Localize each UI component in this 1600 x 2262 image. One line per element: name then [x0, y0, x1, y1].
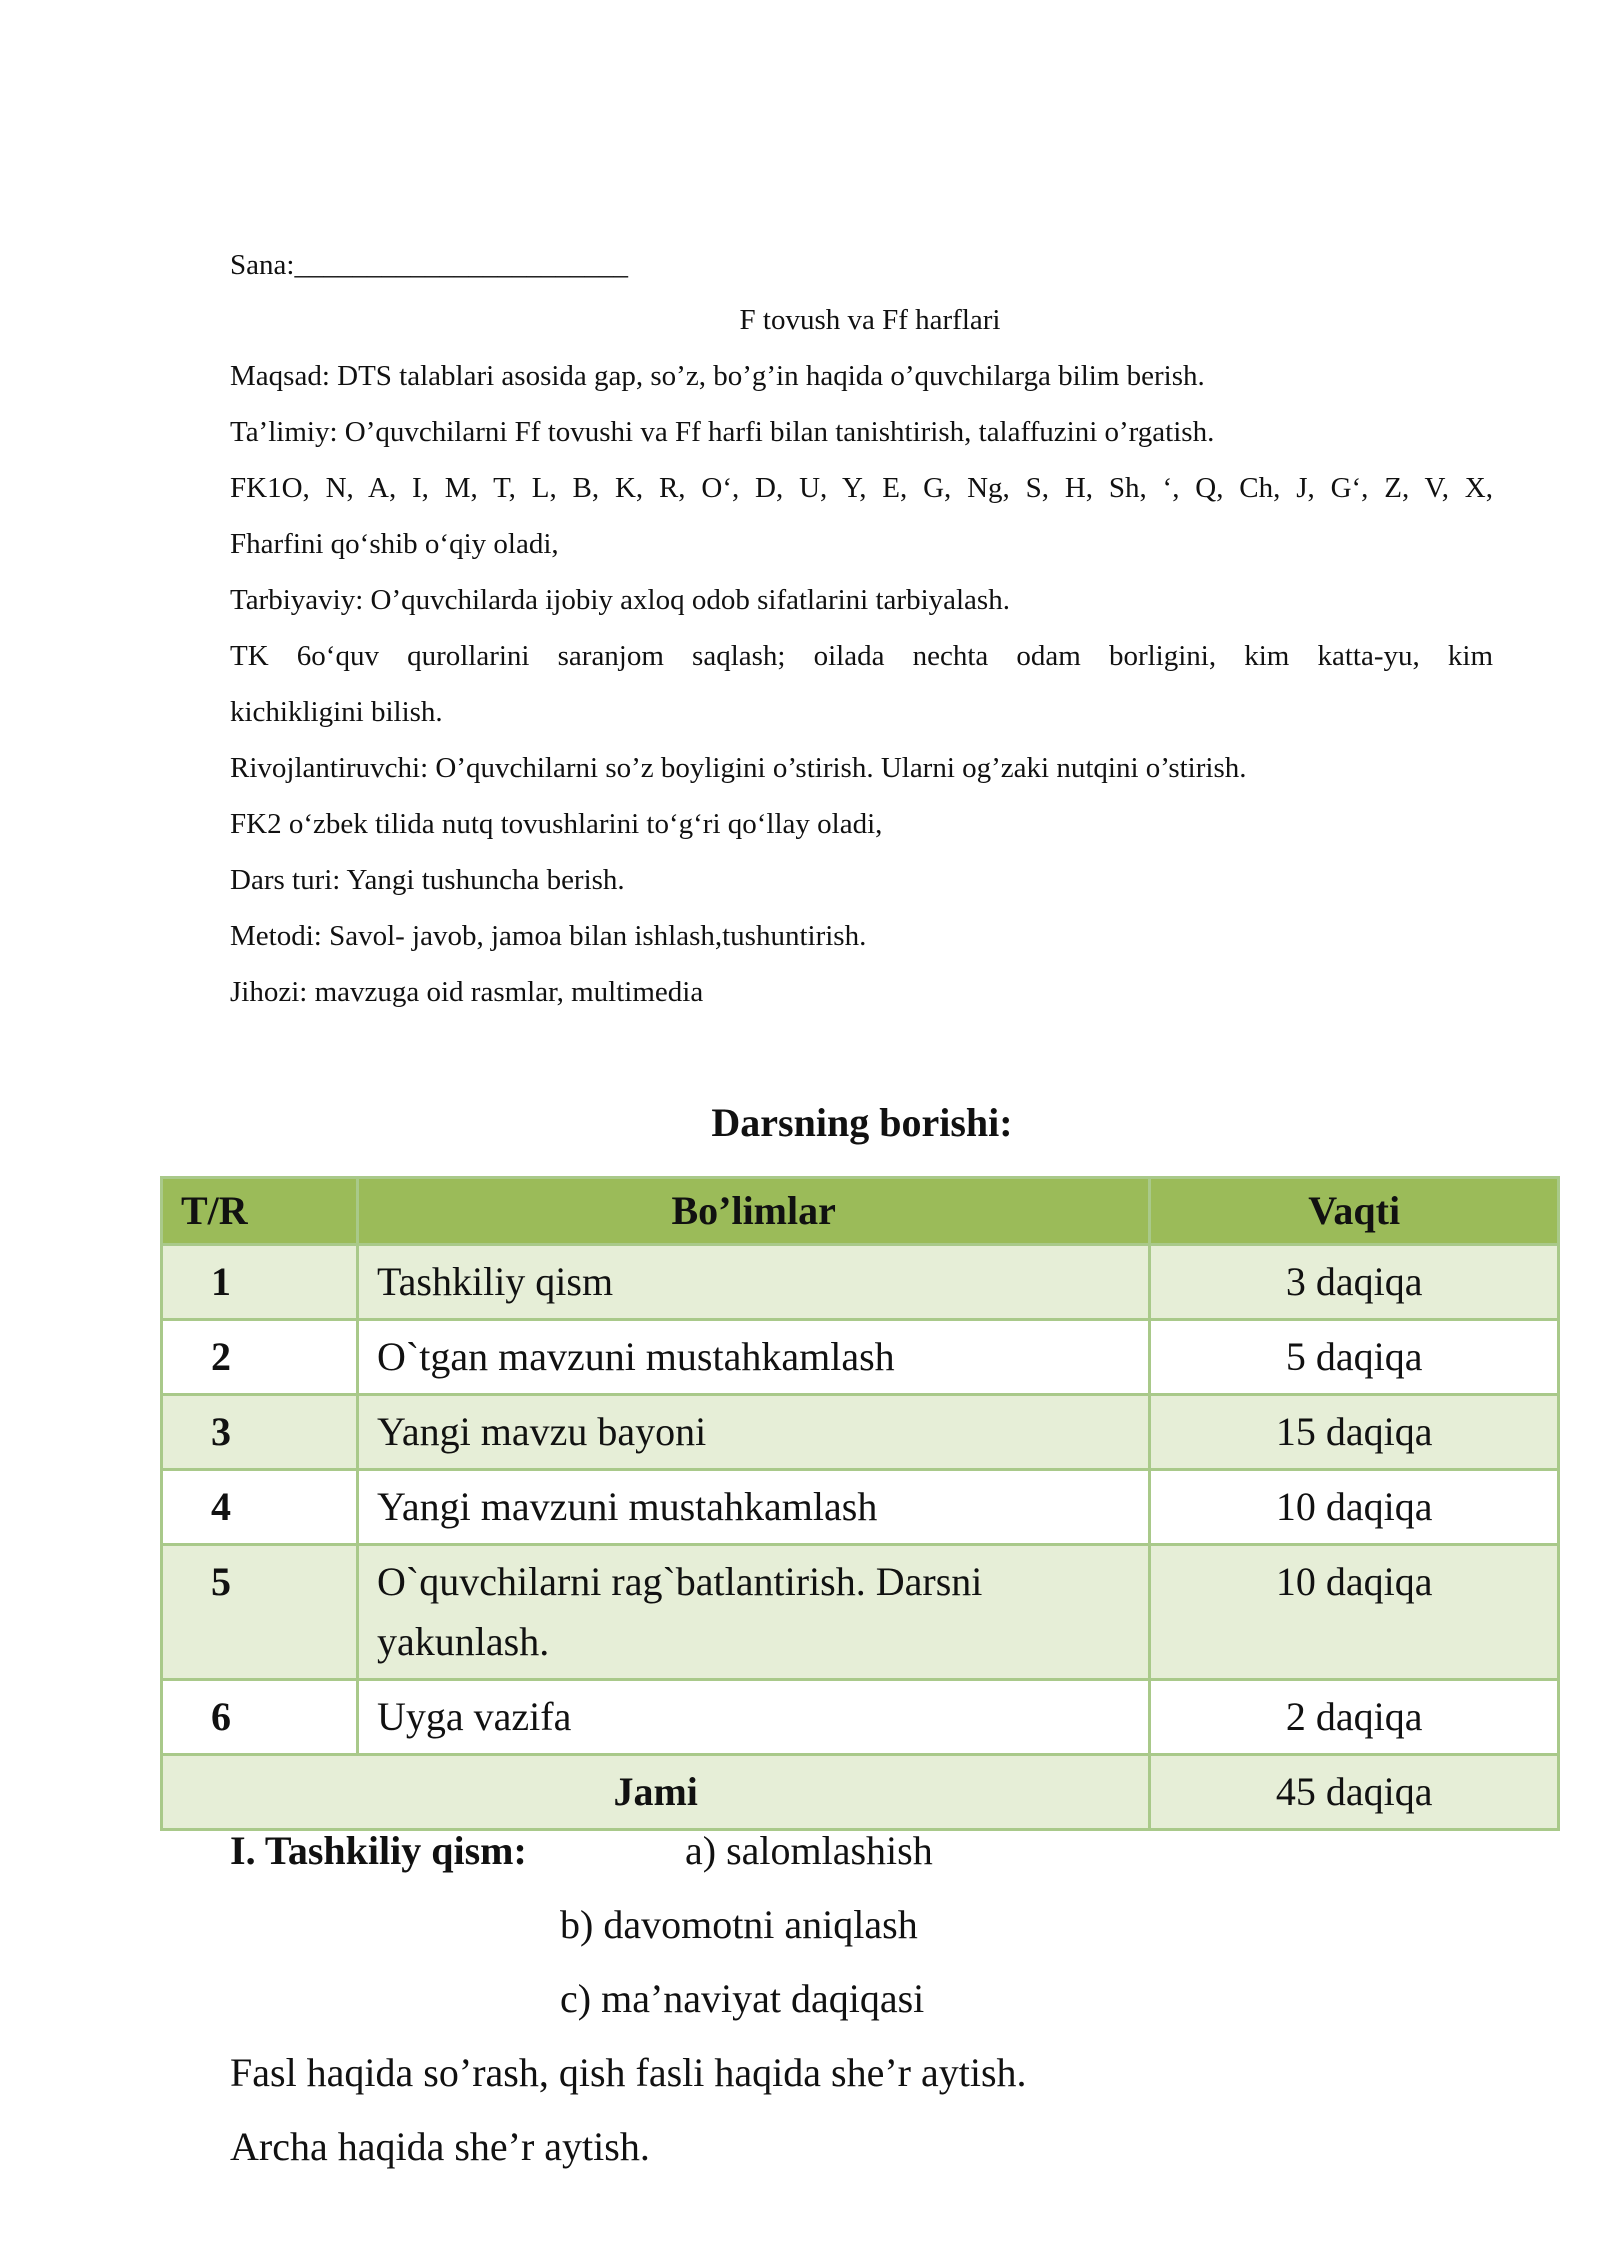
tk-line-2: kichikligini bilish.	[230, 696, 443, 728]
table-header-row	[162, 1178, 1559, 1245]
metodi: Metodi: Savol- javob, jamoa bilan ishlash,tushuntirish.	[230, 920, 867, 952]
row-section: Yangi mavzu bayoni	[358, 1395, 1150, 1470]
row-num: 1	[162, 1245, 358, 1320]
row-time: 10 daqiqa	[1150, 1545, 1559, 1680]
jihozi: Jihozi: mavzuga oid rasmlar, multimedia	[230, 976, 704, 1008]
section1-item-b: b) davomotni aniqlash	[560, 1902, 918, 1947]
date-line	[230, 247, 628, 283]
row-section: Uyga vazifa	[358, 1680, 1150, 1755]
fk1-line-1: FK1O, N, A, I, M, T, L, B, K, R, O‘, D, U, Y, E, G, Ng, S, H, Sh, ‘, Q, Ch, J, G‘, Z, V, X,	[230, 472, 1493, 504]
row-time: 3 daqiqa	[1150, 1245, 1559, 1320]
section1-item-a: a) salomlashish	[685, 1828, 933, 1873]
row-num: 5	[162, 1545, 358, 1680]
plan-heading: Darsning borishi:	[711, 1100, 1013, 1145]
row-num: 2	[162, 1320, 358, 1395]
table-total-row	[162, 1755, 1559, 1830]
lesson-plan-table	[160, 1176, 1560, 1831]
total-label: Jami	[162, 1755, 1150, 1830]
row-time: 15 daqiqa	[1150, 1395, 1559, 1470]
date-label: Sana:	[230, 249, 295, 281]
table-row	[162, 1545, 1559, 1680]
row-section: O`tgan mavzuni mustahkamlash	[358, 1320, 1150, 1395]
total-time: 45 daqiqa	[1150, 1755, 1559, 1830]
header-num: T/R	[162, 1178, 358, 1245]
date-blank: _______________________	[294, 249, 628, 281]
dars-turi: Dars turi: Yangi tushuncha berish.	[230, 864, 625, 896]
fk2-line: FK2 o‘zbek tilida nutq tovushlarini to‘g‘ri qo‘llay oladi,	[230, 808, 883, 840]
fk1-line-2: Fharfini qo‘shib o‘qiy oladi,	[230, 528, 559, 560]
row-num: 6	[162, 1680, 358, 1755]
row-time: 5 daqiqa	[1150, 1320, 1559, 1395]
row-section: Yangi mavzuni mustahkamlash	[358, 1470, 1150, 1545]
row-num: 3	[162, 1395, 358, 1470]
objective-talimiy: Ta’limiy: O’quvchilarni Ff tovushi va Ff harfi bilan tanishtirish, talaffuzini o’rgatish.	[230, 416, 1215, 448]
objective-tarbiyaviy: Tarbiyaviy: O’quvchilarda ijobiy axloq odob sifatlarini tarbiyalash.	[230, 584, 1010, 616]
row-num: 4	[162, 1470, 358, 1545]
row-time: 10 daqiqa	[1150, 1470, 1559, 1545]
section1-line-1: Fasl haqida so’rash, qish fasli haqida she’r aytish.	[230, 2050, 1027, 2095]
table-row	[162, 1680, 1559, 1755]
table-row	[162, 1470, 1559, 1545]
objective-rivojlantiruvchi: Rivojlantiruvchi: O’quvchilarni so’z boyligini o’stirish. Ularni og’zaki nutqini o’stirish.	[230, 752, 1247, 784]
row-time: 2 daqiqa	[1150, 1680, 1559, 1755]
table-row	[162, 1320, 1559, 1395]
row-section: Tashkiliy qism	[358, 1245, 1150, 1320]
header-time: Vaqti	[1150, 1178, 1559, 1245]
lesson-title: F tovush va Ff harflari	[739, 304, 1001, 336]
table-row	[162, 1395, 1559, 1470]
table-row	[162, 1245, 1559, 1320]
objective-maqsad: Maqsad: DTS talablari asosida gap, so’z, bo’g’in haqida o’quvchilarga bilim berish.	[230, 360, 1205, 392]
section1-heading: I. Tashkiliy qism:	[230, 1828, 527, 1873]
section1-item-c: c) ma’naviyat daqiqasi	[560, 1976, 925, 2021]
header-section: Bo’limlar	[358, 1178, 1150, 1245]
row-section: O`quvchilarni rag`batlantirish. Darsni yakunlash.	[358, 1545, 1150, 1680]
tk-line-1: TK 6o‘quv qurollarini saranjom saqlash; oilada nechta odam borligini, kim katta-yu, kim	[230, 640, 1493, 672]
section1-line-2: Archa haqida she’r aytish.	[230, 2124, 650, 2169]
